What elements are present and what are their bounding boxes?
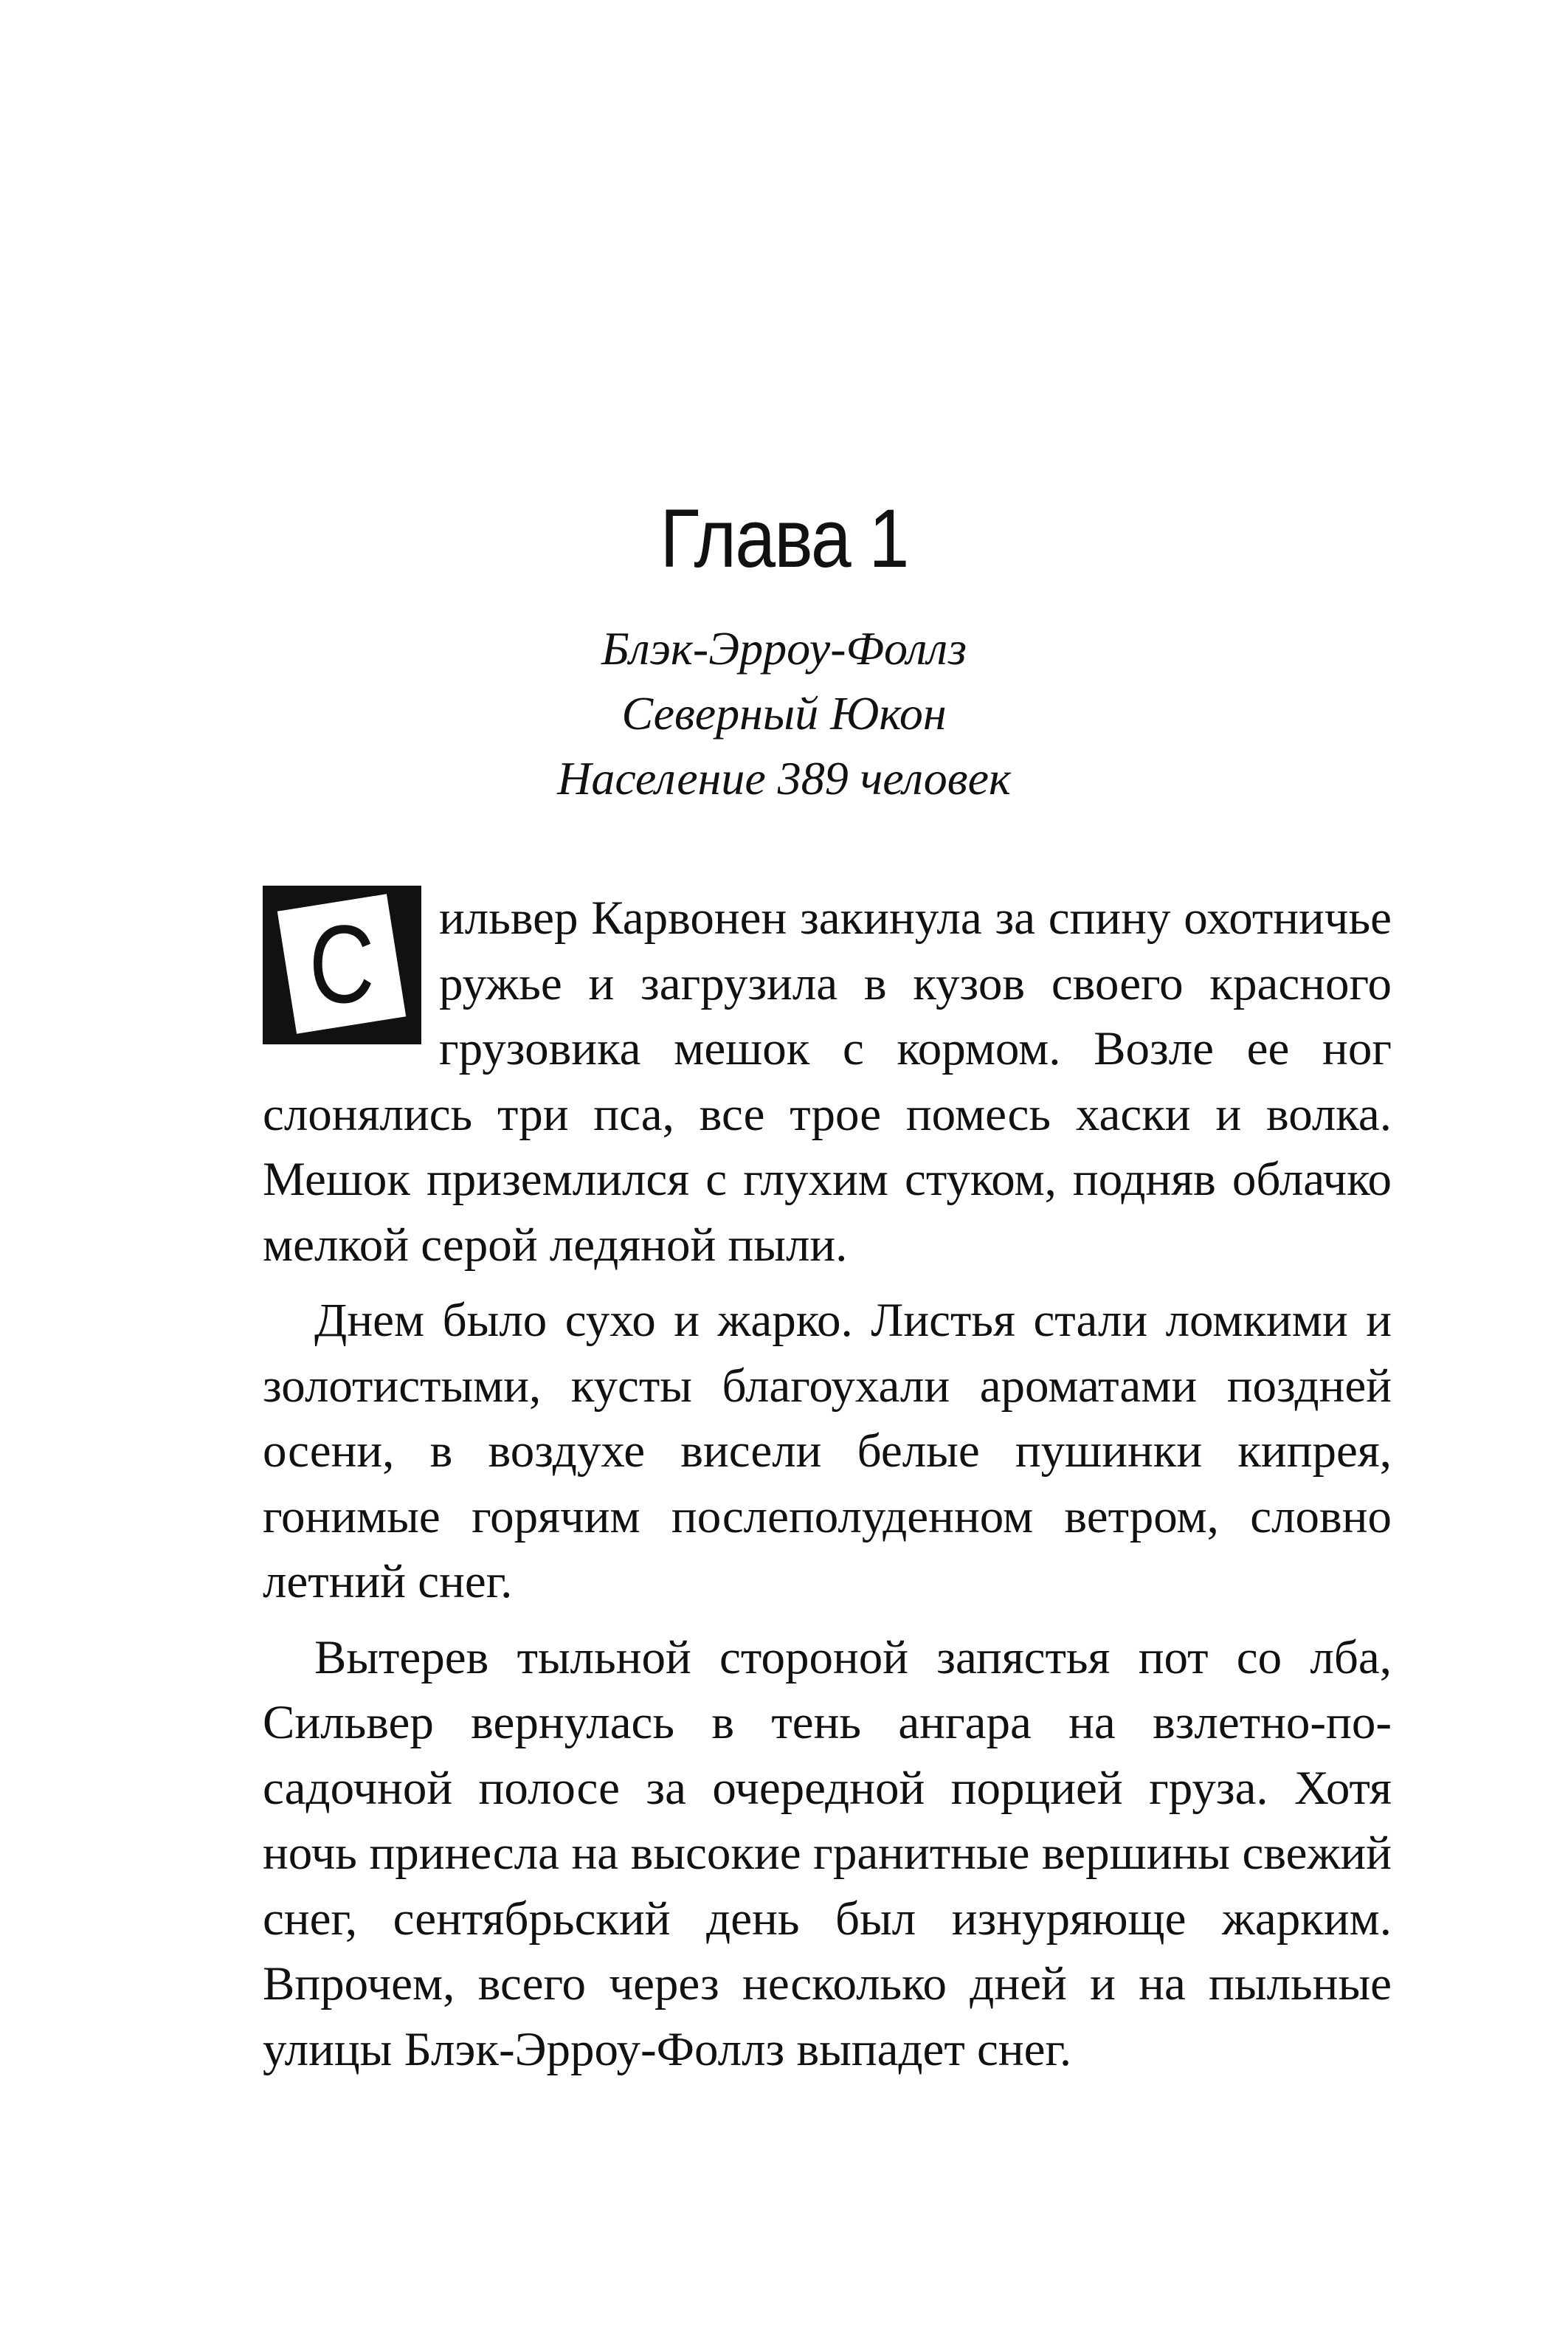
epigraph-region: Северный Юкон	[621, 687, 947, 740]
epigraph-place: Блэк-Эрроу-Фоллз	[601, 622, 967, 675]
chapter-title: Глава 1	[660, 492, 908, 585]
paragraph-2: Днем было сухо и жарко. Листья стали ломкими и золотистыми, кусты благоухали ароматами поздней осени, в воздухе висели белые пушинки кипрея, гонимые горячим послеполуденном ветром, словно летний снег.	[263, 1294, 1392, 1608]
epigraph-population: Население 389 человек	[557, 752, 1011, 804]
chapter-body	[263, 886, 1392, 2092]
paragraph-1	[263, 886, 1392, 1278]
drop-cap-letter: С	[308, 902, 375, 1027]
chapter-epigraph	[0, 616, 1568, 811]
paragraph-3: Вытерев тыльной стороной запястья пот со лба, Сильвер вернулась в тень ангара на взлетно-посадочной полосе за очередной порцией груза. Хотя ночь принесла на высокие гранитные вершины свежий снег, сентябрьский день был изнуряюще жарким. Впрочем, всего через несколько дней и на пыльные улицы Блэк-Эрроу-Фоллз выпадет снег.	[263, 1630, 1392, 2076]
drop-cap-tile	[277, 894, 406, 1033]
paragraph-1-text: ильвер Карвонен закинула за спину охотничье ружье и загрузила в кузов своего красного грузовика мешок с кормом. Возле ее ног слонялись три пса, все трое помесь хаски и волка. Мешок приземлился с глухим стуком, подняв облачко мелкой серой ледяной пыли.	[263, 892, 1392, 1272]
drop-cap	[263, 886, 421, 1044]
